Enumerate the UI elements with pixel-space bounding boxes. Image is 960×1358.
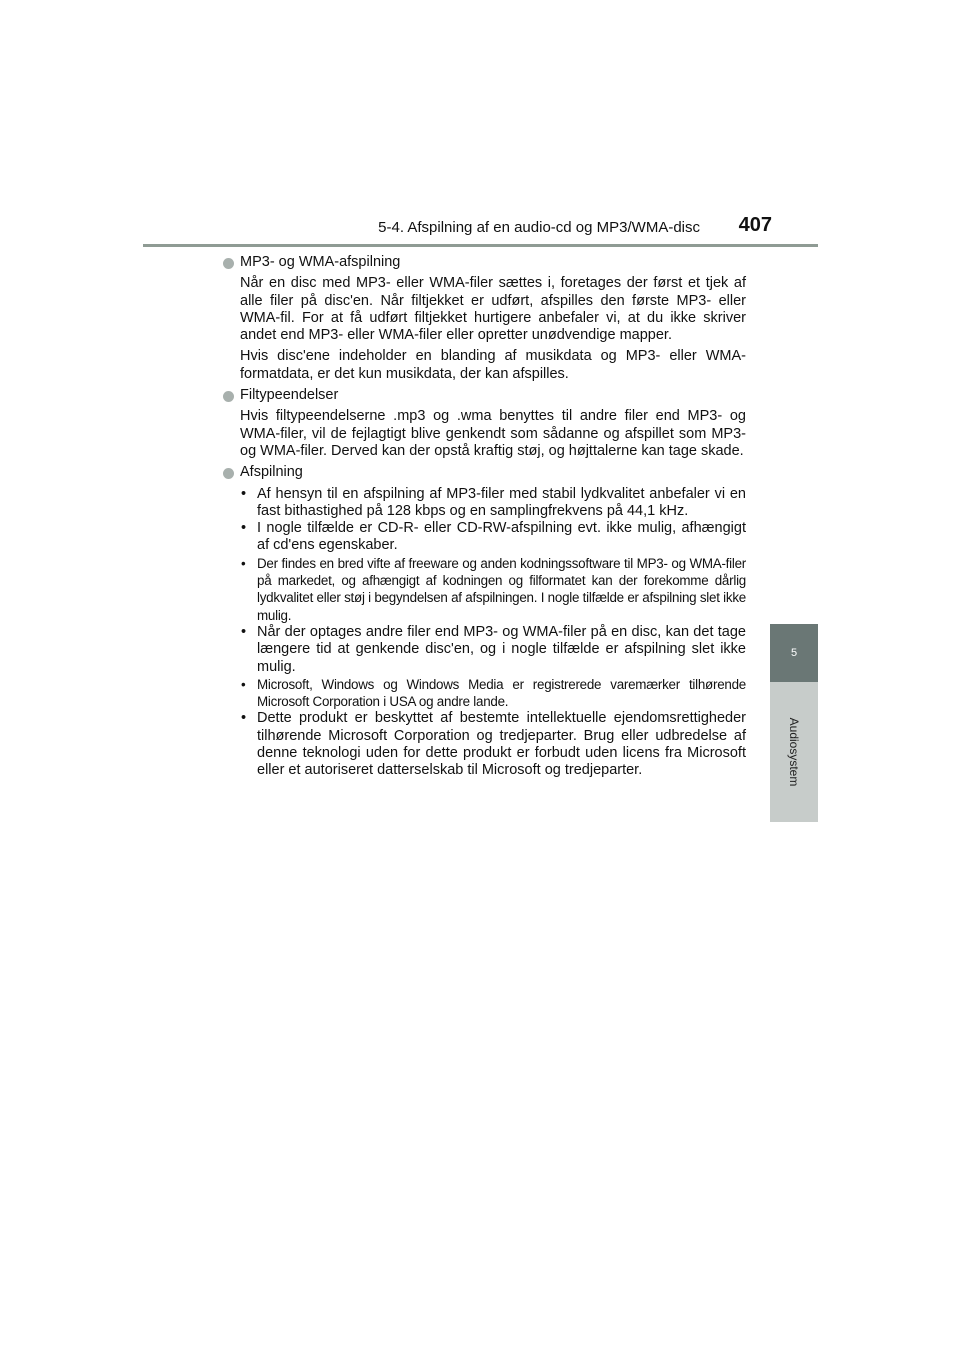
- list-item: [240, 520, 746, 555]
- list-item-text: Der findes en bred vifte af freeware og anden kodningssoftware til MP3- og WMA-filer på markedet, og afhængigt af kodningen og filformatet kan der forekomme dårlig lydkvalitet eller støj i begyndelsen af afspilningen. I nogle tilfælde er afspilning slet ikke mulig.: [257, 555, 746, 623]
- section-heading: MP3- og WMA-afspilning: [240, 254, 401, 270]
- header-divider: [143, 244, 818, 247]
- page-content: [222, 254, 746, 784]
- list-item: [240, 624, 746, 676]
- bullet-icon: •: [241, 520, 247, 537]
- list-item-text: Dette produkt er beskyttet af bestemte intellektuelle ejendomsrettigheder tilhørende Microsoft Corporation og tredjeparter. Brug eller udbredelse af denne teknologi uden for dette produkt er forbudt uden licens fra Microsoft eller et autoriseret datterselskab til Microsoft og tredjeparter.: [257, 710, 746, 779]
- paragraph: Hvis filtypeendelserne .mp3 og .wma benyttes til andre filer end MP3- og WMA-filer, vil de fejlagtigt blive genkendt som sådanne og afspillet som MP3- og WMA-filer. Derved kan der opstå kraftig støj, og højttalerne kan tage skade.: [240, 408, 746, 459]
- bullet-icon: •: [241, 676, 246, 692]
- section-file-extensions: [222, 387, 746, 460]
- section-playback: [222, 464, 746, 779]
- paragraph: Når en disc med MP3- eller WMA-filer sættes i, foretages der først et tjek af alle filer på disc'en. Når filtjekket er udført, afspilles den første MP3- eller WMA-fil. For at få udført filtjekket hurtigere anbefaler vi, at du ikke skriver andet end MP3- eller WMA-filer eller opretter unødvendige mapper.: [240, 275, 746, 344]
- bullet-icon: •: [241, 555, 246, 571]
- side-tab-chapter-number: 5: [770, 624, 818, 682]
- list-item-text: I nogle tilfælde er CD-R- eller CD-RW-afspilning evt. ikke mulig, afhængigt af cd'ens egenskaber.: [257, 520, 746, 554]
- section-bullet-icon: [223, 258, 234, 269]
- section-bullet-icon: [223, 391, 234, 402]
- page-number: 407: [738, 214, 772, 236]
- list-item-text: Microsoft, Windows og Windows Media er registrerede varemærker tilhørende Microsoft Corporation i USA og andre lande.: [257, 676, 746, 710]
- list-item-text: Når der optages andre filer end MP3- og WMA-filer på en disc, kan det tage længere tid at genkende disc'en, og i nogle tilfælde er afspilning slet ikke mulig.: [257, 623, 746, 675]
- page-header: [143, 214, 818, 254]
- section-mp3-wma-playback: [222, 254, 746, 383]
- playback-notes-list: [240, 486, 746, 780]
- section-heading: Afspilning: [240, 464, 303, 481]
- bullet-icon: •: [241, 623, 247, 640]
- bullet-icon: •: [241, 485, 247, 502]
- side-tab-chapter-label: [770, 682, 818, 822]
- list-item: [240, 676, 746, 711]
- section-heading: Filtypeendelser: [240, 387, 339, 404]
- list-item: [240, 710, 746, 779]
- section-bullet-icon: [223, 468, 234, 479]
- side-tab-label-text: Audiosystem: [787, 717, 801, 787]
- list-item: [240, 555, 746, 624]
- list-item-text: Af hensyn til en afspilning af MP3-filer med stabil lydkvalitet anbefaler vi en fast bithastighed på 128 kbps og en samplingfrekvens på 44,1 kHz.: [257, 485, 746, 519]
- bullet-icon: •: [241, 710, 247, 727]
- list-item: [240, 486, 746, 521]
- paragraph: Hvis disc'ene indeholder en blanding af musikdata og MP3- eller WMA-formatdata, er det kun musikdata, der kan afspilles.: [240, 348, 746, 382]
- chapter-title: 5-4. Afspilning af en audio-cd og MP3/WMA-disc: [378, 219, 700, 236]
